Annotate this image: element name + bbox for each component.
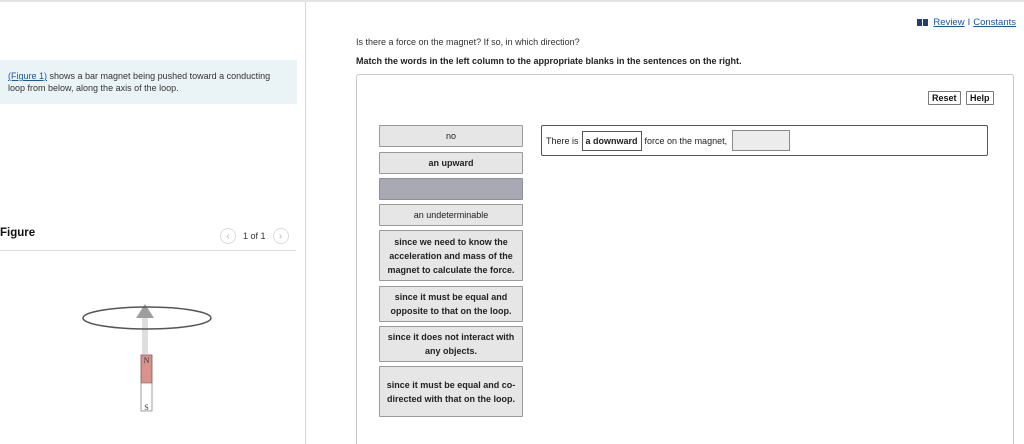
sentence-prefix: There is <box>546 135 579 146</box>
empty-blank-drop-target[interactable] <box>732 130 790 151</box>
figure-divider <box>0 250 296 251</box>
figure-title: Figure <box>0 227 36 239</box>
link-separator: I <box>967 17 971 28</box>
instruction-text: Match the words in the left column to the appropriate blanks in the sentences on the right. <box>356 56 742 66</box>
top-links <box>917 17 1016 28</box>
magnet-loop-figure <box>70 292 220 422</box>
question-text: Is there a force on the magnet? If so, in which direction? <box>356 37 580 47</box>
intro-box <box>0 60 297 104</box>
constants-link[interactable]: Constants <box>973 17 1016 28</box>
word-tile-equal-opposite[interactable]: since it must be equal and opposite to that on the loop. <box>379 286 523 322</box>
word-tile-an-upward[interactable]: an upward <box>379 152 523 174</box>
intro-text: shows a bar magnet being pushed toward a conducting loop from below, along the axis of the loop. <box>8 71 271 93</box>
figure-nav <box>220 228 289 244</box>
bar-magnet <box>141 355 152 412</box>
magnet-south-label: S <box>144 403 149 412</box>
reset-button[interactable]: Reset <box>928 91 961 105</box>
filled-blank-drop-target[interactable]: a downward <box>582 131 642 151</box>
word-tile-equal-co-directed[interactable]: since it must be equal and co-directed with that on the loop. <box>379 366 523 417</box>
book-icon <box>917 19 928 26</box>
magnet-north-label: N <box>143 356 150 365</box>
chevron-left-icon: ‹ <box>226 230 230 242</box>
word-tile-no-interaction[interactable]: since it does not interact with any objects. <box>379 326 523 362</box>
word-tile-empty-slot <box>379 178 523 200</box>
next-figure-button[interactable] <box>273 228 289 244</box>
word-tile-no[interactable]: no <box>379 125 523 147</box>
word-tile-need-acceleration-mass[interactable]: since we need to know the acceleration and mass of the magnet to calculate the force. <box>379 230 523 281</box>
chevron-right-icon: › <box>278 230 283 242</box>
figure-counter: 1 of 1 <box>243 231 266 241</box>
sentence-box <box>541 125 988 156</box>
left-panel <box>0 2 306 444</box>
help-button[interactable]: Help <box>966 91 994 105</box>
review-link[interactable]: Review <box>933 17 965 28</box>
prev-figure-button[interactable] <box>220 228 236 244</box>
word-tile-an-undeterminable[interactable]: an undeterminable <box>379 204 523 226</box>
figure-link[interactable]: (Figure 1) <box>8 71 48 81</box>
sentence-middle: force on the magnet, <box>644 135 728 146</box>
